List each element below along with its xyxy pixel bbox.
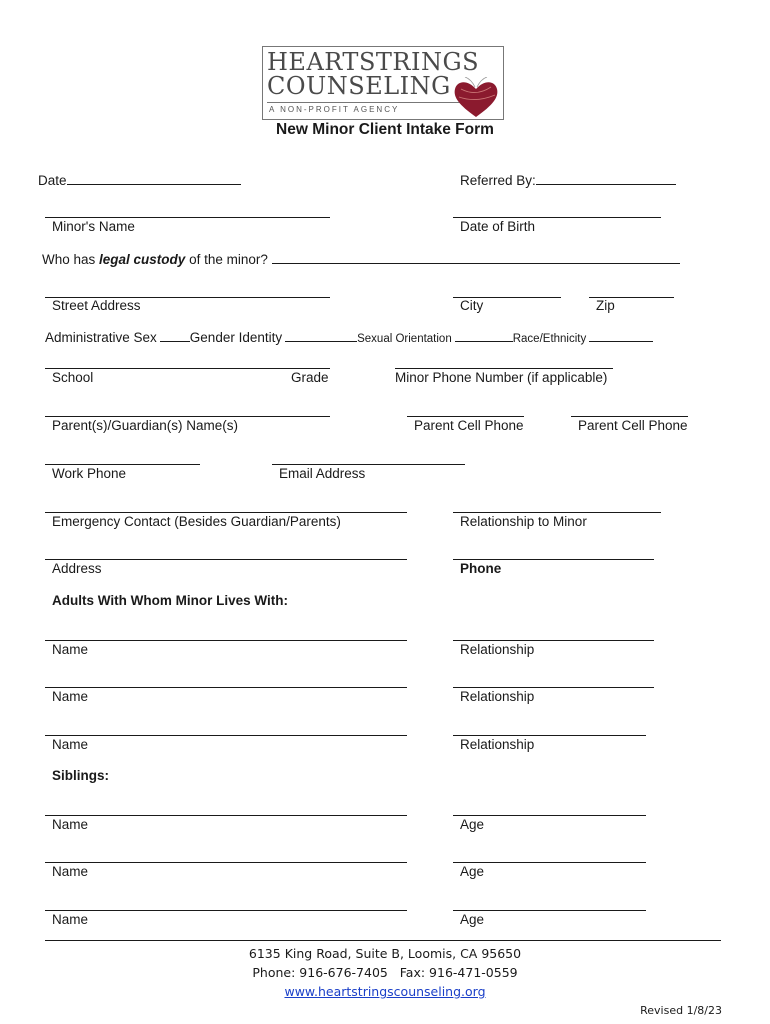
adult-3-rel-line[interactable] [453,735,646,736]
parents-line[interactable] [45,416,330,417]
minor-phone-line[interactable] [395,368,613,369]
sibling-2-name-label: Name [52,864,89,879]
adult-1-name-line[interactable] [45,640,407,641]
dob-label: Date of Birth [460,219,536,234]
work-phone-label: Work Phone [52,466,127,481]
sibling-2-name-line[interactable] [45,862,407,863]
custody-field[interactable] [42,250,680,268]
heart-icon [451,77,501,119]
relationship-minor-label: Relationship to Minor [460,514,587,529]
race-line[interactable] [589,328,653,342]
relationship-minor-line[interactable] [453,512,661,513]
admin-sex-line[interactable] [160,328,190,342]
race-label: Race/Ethnicity [512,333,587,345]
demographics-row [45,328,653,347]
custody-line [272,250,680,264]
adult-2-rel-line[interactable] [453,687,654,688]
referred-by-label: Referred By: [460,173,536,188]
minor-name-label: Minor's Name [52,219,135,234]
work-phone-line[interactable] [45,464,200,465]
date-field[interactable] [38,171,241,189]
parent-cell-2-line[interactable] [571,416,688,417]
sexual-orientation-label: Sexual Orientation [357,333,452,345]
dob-line[interactable] [453,217,661,218]
parent-cell-1-line[interactable] [407,416,524,417]
sexual-orientation-line[interactable] [455,328,513,342]
adult-2-name-label: Name [52,689,89,704]
gender-identity-line[interactable] [285,328,357,342]
logo-tagline: A NON-PROFIT AGENCY [269,105,400,114]
adult-3-rel-label: Relationship [460,737,535,752]
logo-rule [267,102,462,103]
phone-line[interactable] [453,559,654,560]
date-line [67,171,241,185]
sibling-3-name-line[interactable] [45,910,407,911]
adult-1-name-label: Name [52,642,89,657]
sibling-3-age-label: Age [460,912,485,927]
sibling-2-age-label: Age [460,864,485,879]
sibling-1-name-line[interactable] [45,815,407,816]
address-label: Address [52,561,102,576]
logo-line-1: HEARTSTRINGS [267,48,480,76]
parent-cell-1-label: Parent Cell Phone [414,418,524,433]
school-line[interactable] [45,368,330,369]
sibling-3-age-line[interactable] [453,910,646,911]
form-title: New Minor Client Intake Form [276,121,494,138]
date-label: Date [38,173,67,188]
adult-2-rel-label: Relationship [460,689,535,704]
agency-logo [262,46,504,120]
siblings-heading: Siblings: [52,768,109,783]
phone-label: Phone [460,561,502,576]
adult-2-name-line[interactable] [45,687,407,688]
custody-emphasis: legal custody [99,252,186,267]
referred-by-field[interactable] [460,171,676,189]
referred-by-line [536,171,676,185]
sibling-1-age-label: Age [460,817,485,832]
footer-address: 6135 King Road, Suite B, Loomis, CA 95650 [248,946,522,961]
adult-3-name-line[interactable] [45,735,407,736]
email-line[interactable] [272,464,465,465]
city-label: City [460,298,484,313]
emergency-label: Emergency Contact (Besides Guardian/Parents) [52,514,341,529]
gender-identity-label: Gender Identity [189,330,283,345]
adult-1-rel-label: Relationship [460,642,535,657]
school-label: School [52,370,94,385]
minor-name-line[interactable] [45,217,330,218]
grade-label: Grade [291,370,329,385]
adult-3-name-label: Name [52,737,89,752]
adult-1-rel-line[interactable] [453,640,654,641]
address-line[interactable] [45,559,407,560]
sibling-1-name-label: Name [52,817,89,832]
admin-sex-label: Administrative Sex [45,330,157,345]
adults-heading: Adults With Whom Minor Lives With: [52,593,288,608]
email-label: Email Address [279,466,366,481]
revision-date: Revised 1/8/23 [640,1004,722,1017]
parent-cell-2-label: Parent Cell Phone [578,418,688,433]
custody-prefix: Who has [42,252,100,267]
footer-website-link[interactable]: www.heartstringscounseling.org [284,984,486,999]
zip-label: Zip [596,298,615,313]
sibling-2-age-line[interactable] [453,862,646,863]
footer-divider [45,940,721,941]
logo-line-2: COUNSELING [267,72,451,100]
footer-phones: Phone: 916-676-7405 Fax: 916-471-0559 [252,965,518,980]
sibling-1-age-line[interactable] [453,815,646,816]
street-label: Street Address [52,298,141,313]
parents-label: Parent(s)/Guardian(s) Name(s) [52,418,239,433]
custody-suffix: of the minor? [185,252,268,267]
sibling-3-name-label: Name [52,912,89,927]
minor-phone-label: Minor Phone Number (if applicable) [395,370,608,385]
footer [0,944,770,1001]
emergency-line[interactable] [45,512,407,513]
